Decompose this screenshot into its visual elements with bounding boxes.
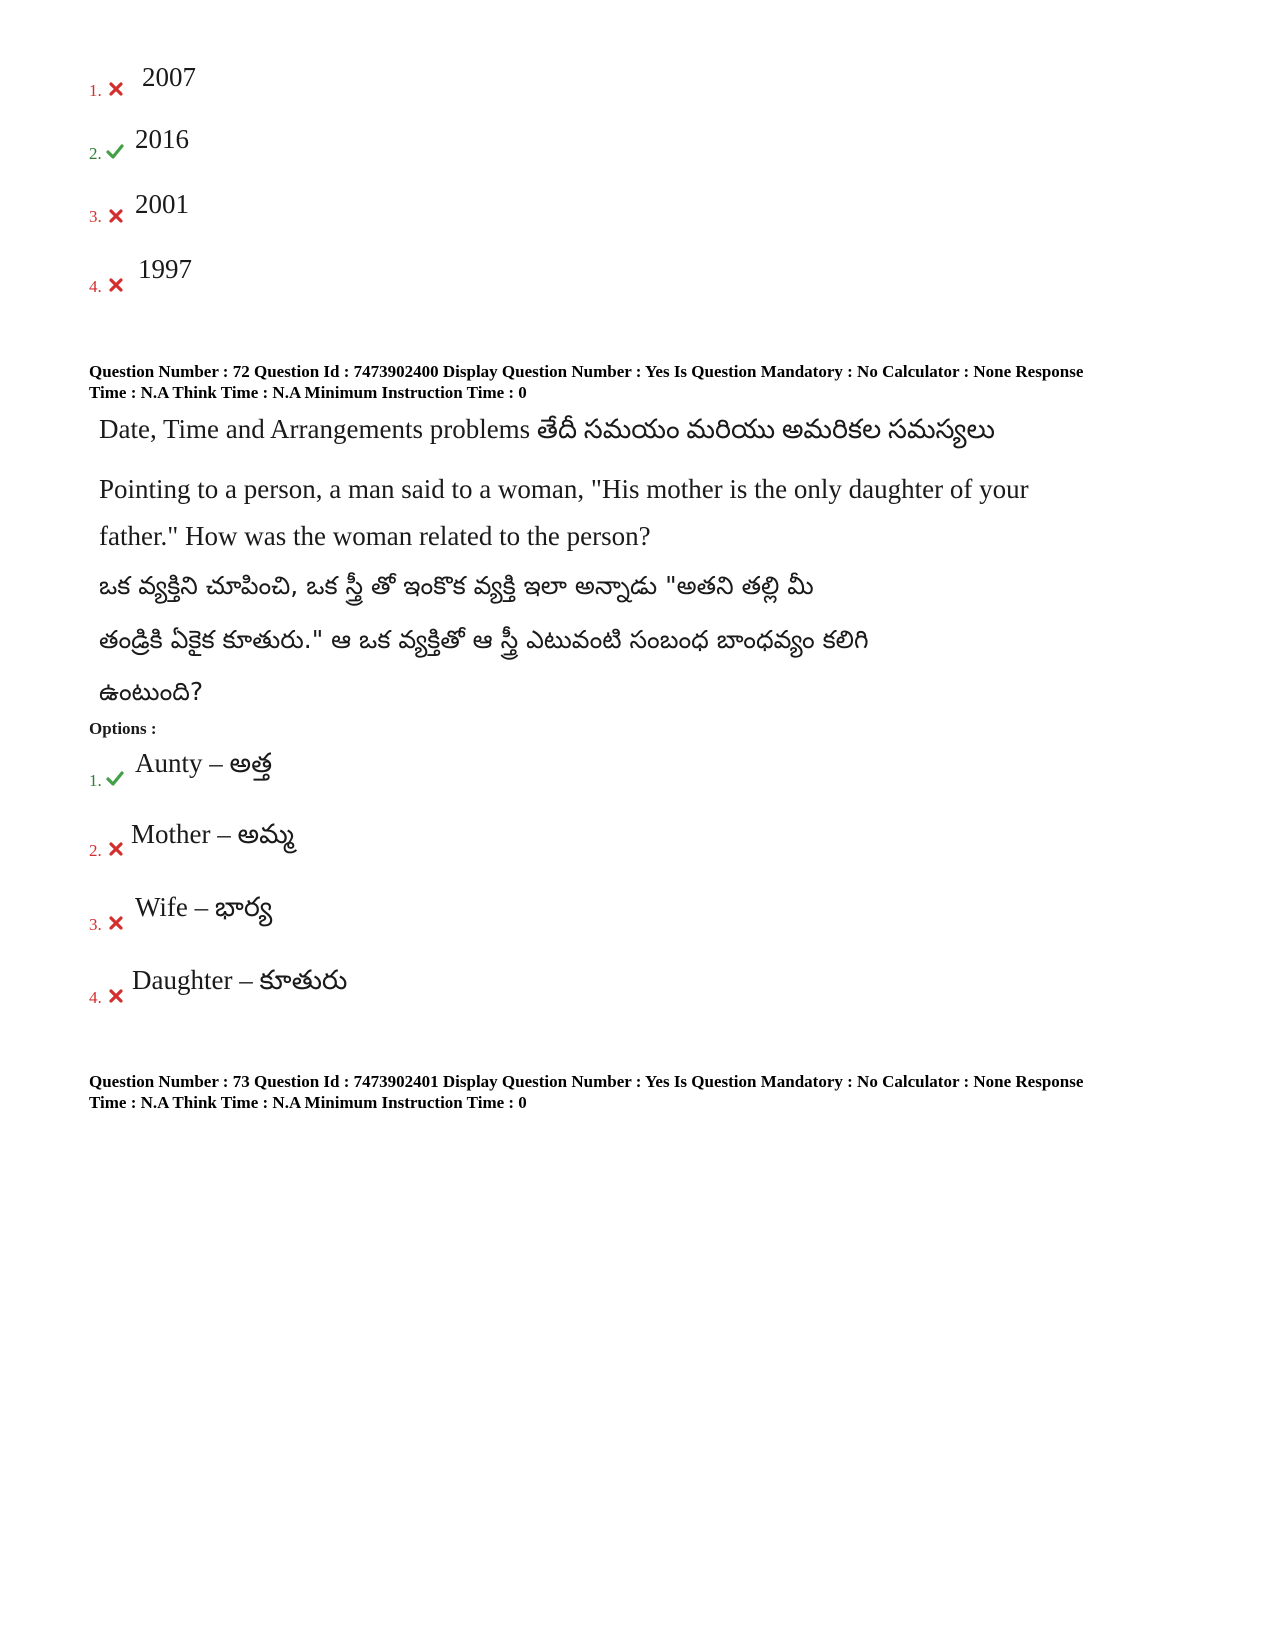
option-number: 2. <box>89 144 102 163</box>
option-text: Daughter – కూతురు <box>132 965 348 995</box>
question-meta-line2: Time : N.A Think Time : N.A Minimum Instruction Time : 0 <box>89 383 527 402</box>
question-text-te-line3: ఉంటుంది? <box>99 677 204 706</box>
option-number: 3. <box>89 915 102 934</box>
question-meta-line1: Question Number : 72 Question Id : 7473902400 Display Question Number : Yes Is Question Mandatory : No Calculator : None Response <box>89 362 1084 381</box>
question-meta-line1: Question Number : 73 Question Id : 7473902401 Display Question Number : Yes Is Question Mandatory : No Calculator : None Response <box>89 1072 1084 1091</box>
option-text: 2016 <box>135 124 189 154</box>
question-text-en-line2: father." How was the woman related to the person? <box>99 521 651 551</box>
option-item <box>0 748 600 798</box>
option-item <box>0 190 600 240</box>
option-item <box>0 60 600 110</box>
question-meta <box>89 361 1199 403</box>
option-number: 4. <box>89 988 102 1007</box>
option-item <box>0 893 600 943</box>
option-item <box>0 124 600 174</box>
option-item <box>0 255 600 305</box>
option-item <box>0 966 600 1016</box>
cross-icon <box>107 80 125 98</box>
question-text-en-line1: Pointing to a person, a man said to a woman, "His mother is the only daughter of your <box>99 474 1029 504</box>
question-text-te-line2: తండ్రికి ఏకైక కూతురు." ఆ ఒక వ్యక్తితో ఆ స్త్రీ ఎటువంటి సంబంధ బాంధవ్యం కలిగి <box>99 625 869 654</box>
option-number: 3. <box>89 207 102 226</box>
option-text: 2001 <box>135 189 189 219</box>
option-text: 2007 <box>142 62 196 92</box>
option-number: 1. <box>89 81 102 100</box>
option-text: Mother – అమ్మ <box>131 819 294 849</box>
question-text-te-line1: ఒక వ్యక్తిని చూపించి, ఒక స్త్రీ తో ఇంకొక వ్యక్తి ఇలా అన్నాడు "అతని తల్లి మీ <box>99 571 814 600</box>
cross-icon <box>107 914 125 932</box>
check-icon <box>106 769 124 787</box>
question-meta-line2: Time : N.A Think Time : N.A Minimum Instruction Time : 0 <box>89 1093 527 1112</box>
option-number: 4. <box>89 277 102 296</box>
question-topic: Date, Time and Arrangements problems తేదీ సమయం మరియు అమరికల సమస్యలు <box>99 414 996 444</box>
option-text: 1997 <box>138 254 192 284</box>
option-number: 2. <box>89 841 102 860</box>
option-text: Aunty – అత్త <box>135 748 273 778</box>
cross-icon <box>107 276 125 294</box>
cross-icon <box>107 987 125 1005</box>
options-label: Options : <box>89 719 157 738</box>
cross-icon <box>107 840 125 858</box>
option-number: 1. <box>89 771 102 790</box>
cross-icon <box>107 207 125 225</box>
check-icon <box>106 142 124 160</box>
option-item <box>0 820 600 870</box>
option-text: Wife – భార్య <box>135 892 273 922</box>
question-meta <box>89 1071 1199 1113</box>
